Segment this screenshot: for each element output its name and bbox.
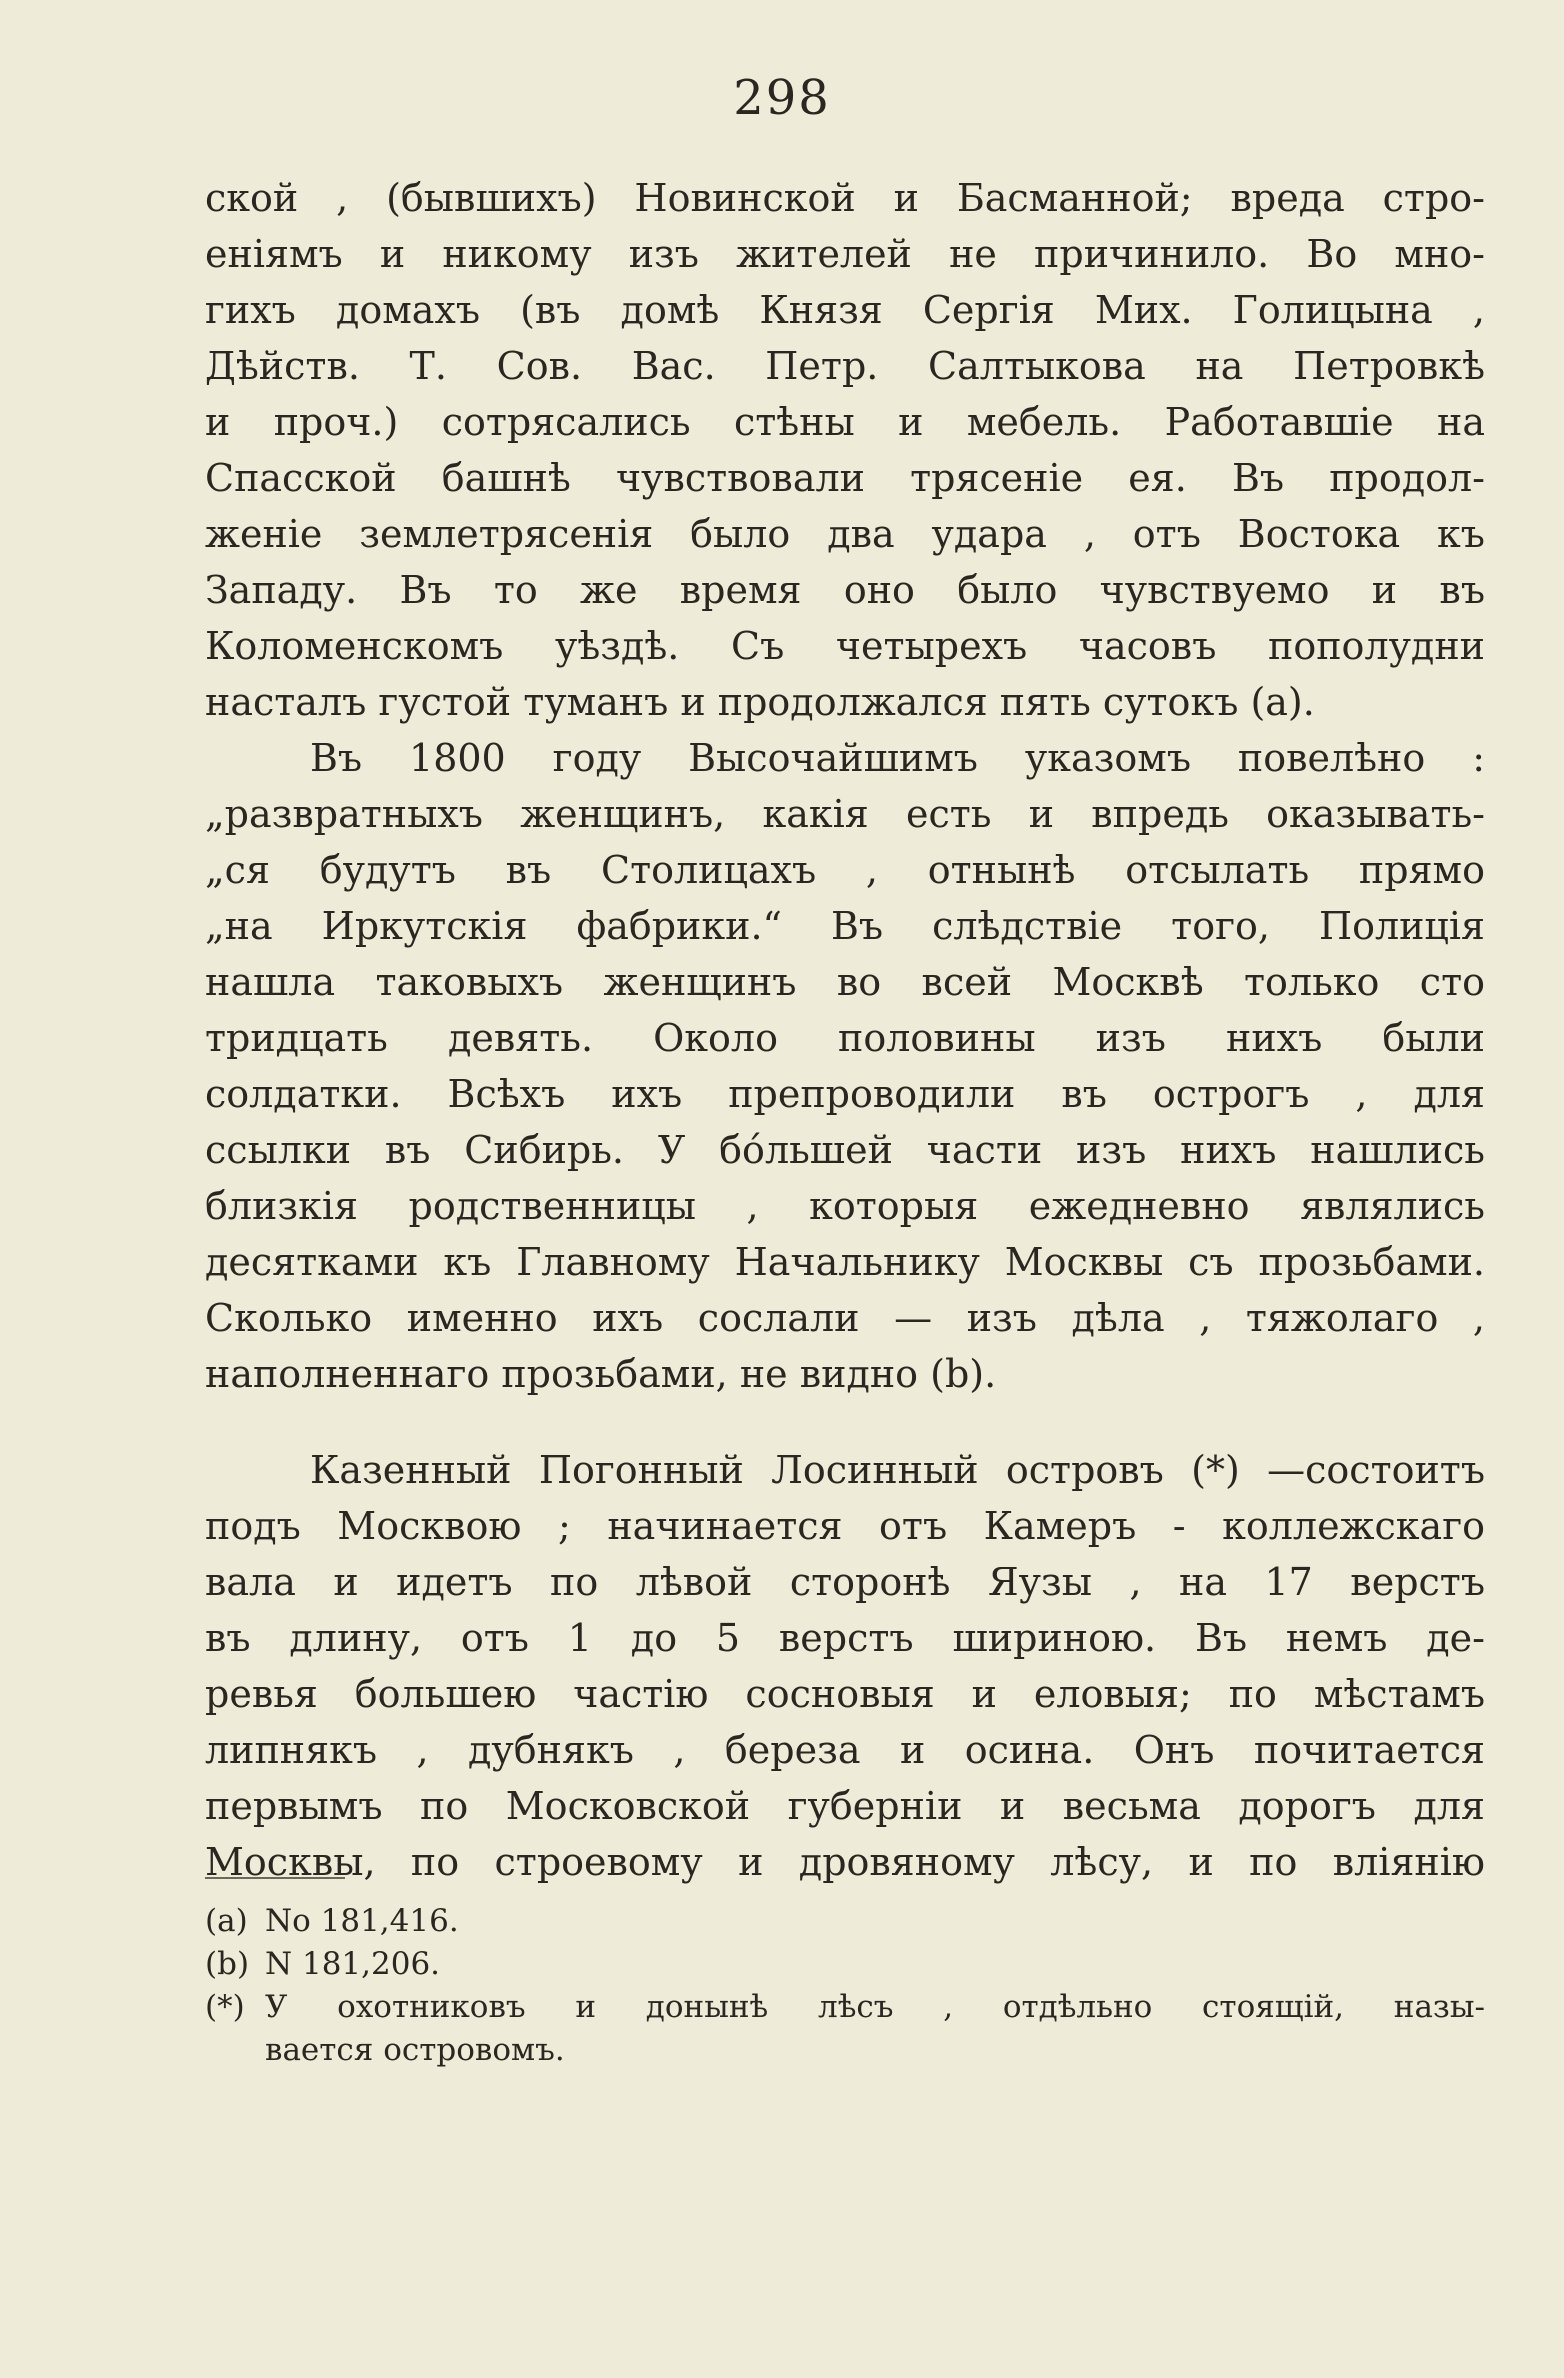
text-line: Коломенскомъ уѣздѣ. Съ четырехъ часовъ пополудни: [205, 624, 1485, 668]
footnote-b: [205, 1943, 1485, 1986]
footnote-text: N 181,206.: [265, 1946, 441, 1982]
paragraph-earthquake: [205, 170, 1485, 730]
text-line: тридцать девять. Около половины изъ нихъ были: [205, 1016, 1485, 1060]
paragraph-losiny-island: [205, 1442, 1485, 1890]
text-line: ской , (бывшихъ) Новинской и Басманной; вреда стро-: [205, 176, 1485, 220]
text-line: женіе землетрясенія было два удара , отъ Востока къ: [205, 512, 1485, 556]
text-line: „на Иркутскія фабрики.“ Въ слѣдствіе того, Полиція: [205, 904, 1485, 948]
text-line: Москвы, по строевому и дровяному лѣсу, и по вліянію: [205, 1840, 1485, 1884]
text-line: подъ Москвою ; начинается отъ Камеръ - коллежскаго: [205, 1504, 1485, 1548]
footnote-text: No 181,416.: [265, 1903, 459, 1939]
footnote-divider: [205, 1877, 345, 1879]
text-line: Дѣйств. Т. Сов. Вас. Петр. Салтыкова на Петровкѣ: [205, 344, 1485, 388]
page-number: 298: [733, 70, 831, 126]
body-text: [205, 170, 1485, 1890]
text-line: ревья большею частію сосновыя и еловыя; по мѣстамъ: [205, 1672, 1485, 1716]
footnote-marker: (а): [205, 1903, 248, 1939]
text-line: наполненнаго прозьбами, не видно (b).: [205, 1352, 997, 1396]
text-line: нашла таковыхъ женщинъ во всей Москвѣ только сто: [205, 960, 1485, 1004]
text-line: и проч.) сотрясались стѣны и мебель. Работавшіе на: [205, 400, 1485, 444]
text-line: еніямъ и никому изъ жителей не причинило. Во мно-: [205, 232, 1485, 276]
text-line: гихъ домахъ (въ домѣ Князя Сергія Мих. Голицына ,: [205, 288, 1485, 332]
text-line: въ длину, отъ 1 до 5 верстъ шириною. Въ немъ де-: [205, 1616, 1485, 1660]
text-line: Спасской башнѣ чувствовали трясеніе ея. Въ продол-: [205, 456, 1485, 500]
footnote-star-continued: [205, 2029, 1485, 2072]
footnote-star: [205, 1986, 1485, 2029]
text-line: Сколько именно ихъ сослали — изъ дѣла , тяжолаго ,: [205, 1296, 1485, 1340]
text-line: солдатки. Всѣхъ ихъ препроводили въ острогъ , для: [205, 1072, 1485, 1116]
text-line: вала и идетъ по лѣвой сторонѣ Яузы , на 17 верстъ: [205, 1560, 1485, 1604]
text-line: „развратныхъ женщинъ, какія есть и впредь оказывать-: [205, 792, 1485, 836]
footnote-text: У охотниковъ и донынѣ лѣсъ , отдѣльно стоящій, назы-: [265, 1989, 1485, 2025]
text-line: первымъ по Московской губерніи и весьма дорогъ для: [205, 1784, 1485, 1828]
paragraph-spacer: [205, 1402, 1485, 1442]
footnotes: [205, 1900, 1485, 2072]
footnote-a: [205, 1900, 1485, 1943]
text-line: близкія родственницы , которыя ежедневно являлись: [205, 1184, 1485, 1228]
footnote-text: вается островомъ.: [265, 2032, 565, 2068]
footnote-marker: (b): [205, 1946, 250, 1982]
paragraph-decree-1800: [205, 730, 1485, 1402]
text-line: липнякъ , дубнякъ , береза и осина. Онъ почитается: [205, 1728, 1485, 1772]
footnote-marker: (*): [205, 1989, 245, 2025]
text-line: „ся будутъ въ Столицахъ , отнынѣ отсылать прямо: [205, 848, 1485, 892]
text-line: десятками къ Главному Начальнику Москвы съ прозьбами.: [205, 1240, 1485, 1284]
text-line: Западу. Въ то же время оно было чувствуемо и въ: [205, 568, 1485, 612]
text-line: насталъ густой туманъ и продолжался пять сутокъ (а).: [205, 680, 1315, 724]
text-line: Въ 1800 году Высочайшимъ указомъ повелѣно :: [310, 736, 1485, 780]
text-line: Казенный Погонный Лосинный островъ (*) —состоитъ: [310, 1448, 1485, 1492]
text-line: ссылки въ Сибирь. У бо́льшей части изъ нихъ нашлись: [205, 1128, 1485, 1172]
